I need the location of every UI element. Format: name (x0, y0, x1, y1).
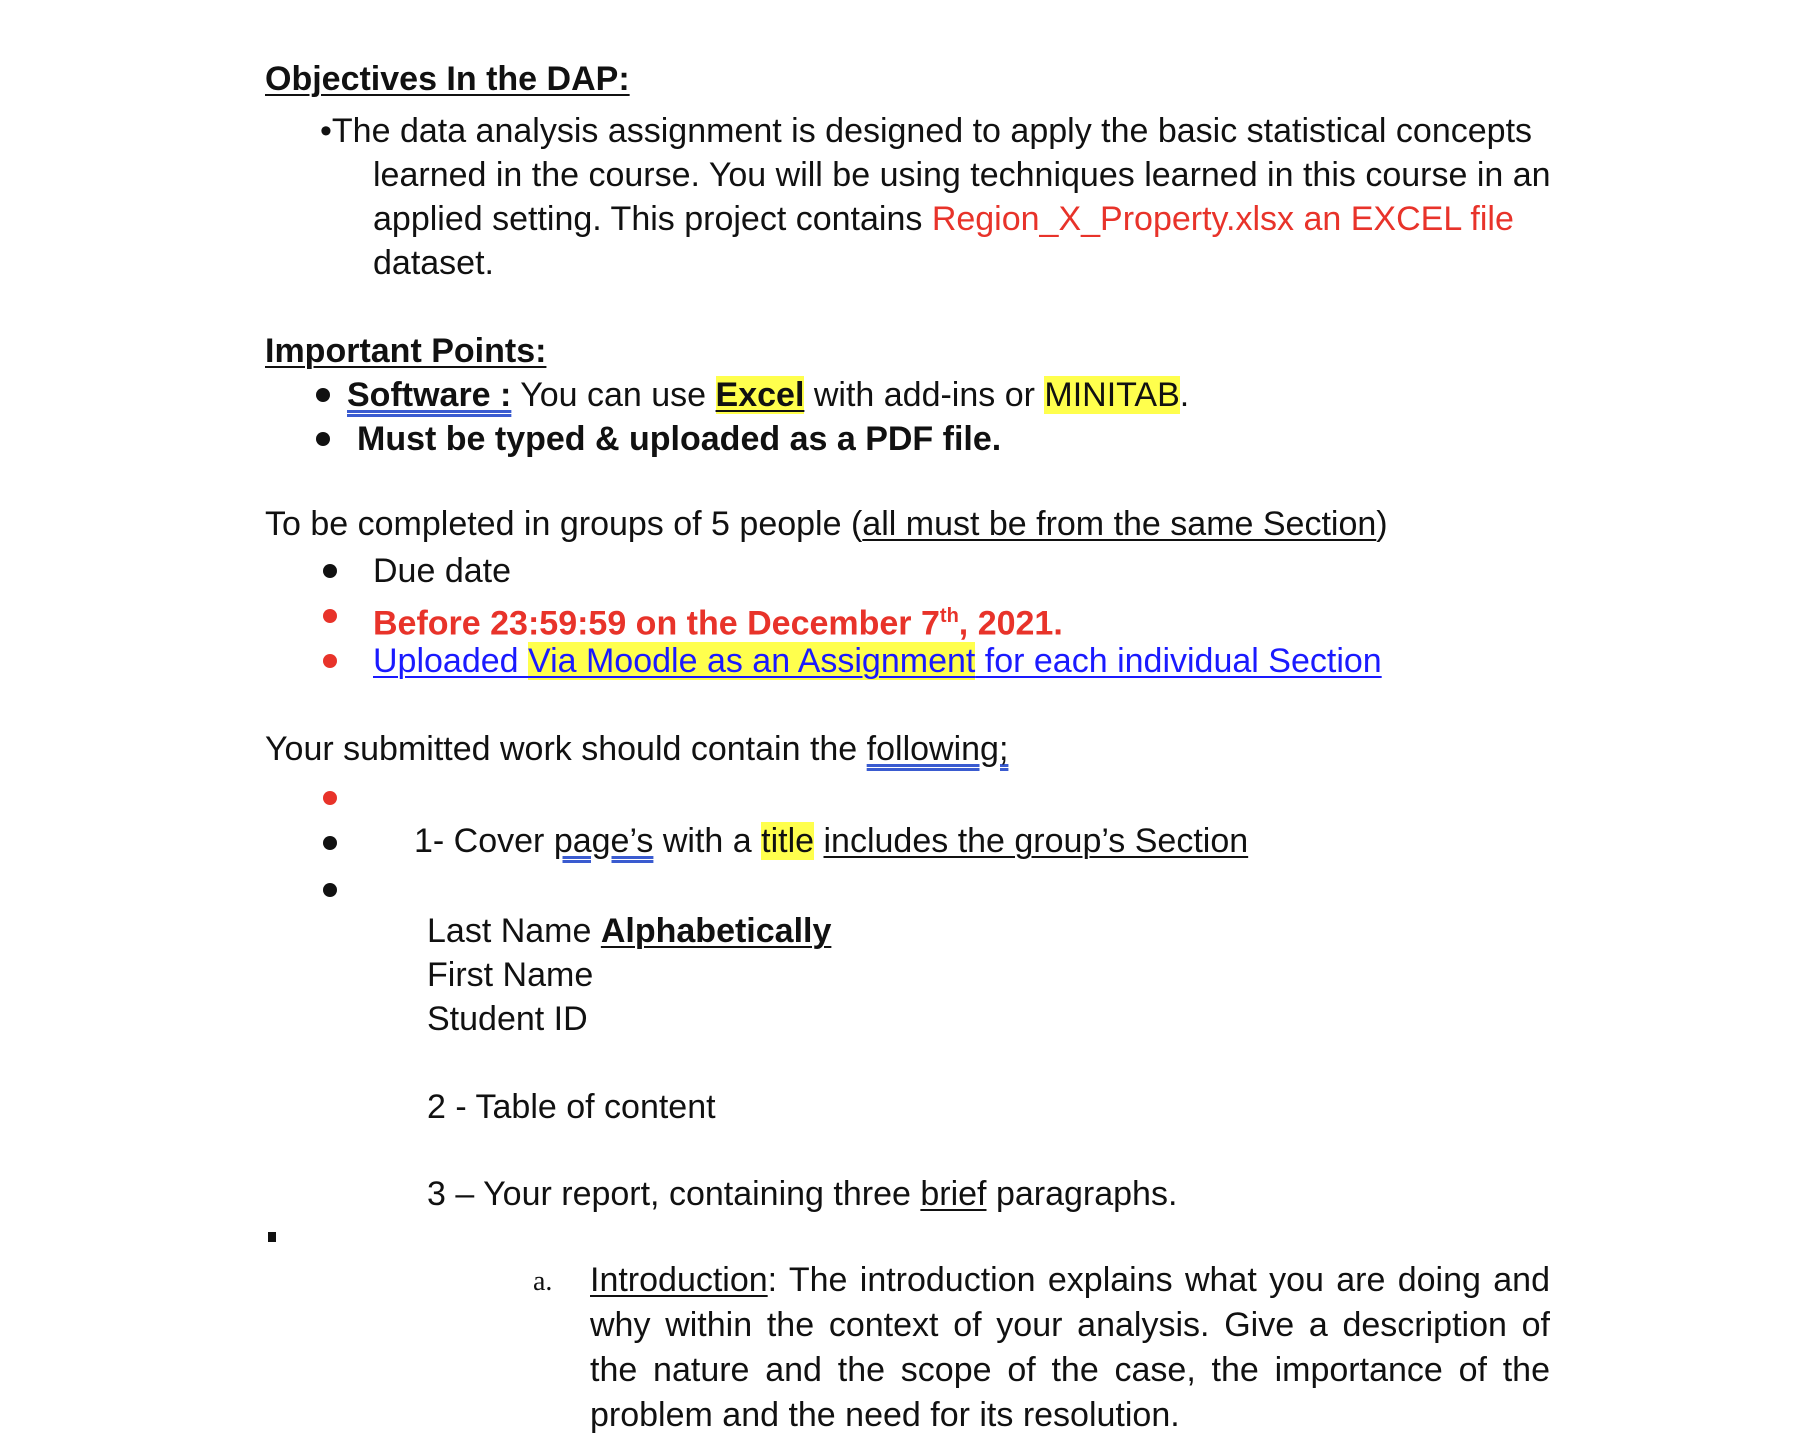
bullet-dot (323, 836, 337, 850)
introduction-label: Introduction (590, 1261, 768, 1299)
bullet-dot (316, 432, 330, 446)
objectives-paragraph-line3: applied setting. This project contains Region_X_Property.xlsx an EXCEL file (373, 200, 1514, 238)
bullet-dot-red (323, 791, 337, 805)
first-name-line: First Name (427, 956, 594, 994)
student-id-line: Student ID (427, 1000, 588, 1038)
title-highlight: title (761, 822, 815, 860)
introduction-paragraph: Introduction: The introduction explains what you are doing and why within the context of your analysis. Give a description of the nature and the scope of the case, the importance of the problem and the need for its resolution. (590, 1261, 1550, 1434)
bullet-dot (323, 564, 337, 578)
bullet-dot-red (323, 609, 337, 623)
square-bullet (268, 1232, 276, 1242)
objectives-paragraph-line2: learned in the course. You will be using techniques learned in this course in an (373, 156, 1551, 194)
minitab-highlight: MINITAB (1044, 376, 1180, 414)
following-word: following; (866, 730, 1009, 768)
last-name-line: Last Name Alphabetically (427, 912, 832, 950)
bullet-dot (316, 388, 330, 402)
table-of-content-line: 2 - Table of content (427, 1088, 716, 1126)
submission-intro: Your submitted work should contain the following; (265, 730, 1009, 768)
item-a-marker: a. (533, 1266, 553, 1297)
important-heading: Important Points: (265, 332, 547, 370)
same-section-note: all must be from the same Section (862, 505, 1377, 543)
moodle-highlight: Via Moodle as an Assignment (528, 642, 976, 680)
objectives-heading: Objectives In the DAP: (265, 60, 630, 98)
moodle-upload-link[interactable]: Uploaded Via Moodle as an Assignment for each individual Section (373, 642, 1382, 680)
deadline-text: Before 23:59:59 on the December 7th, 2021. (373, 604, 1063, 643)
objectives-paragraph-line1: •The data analysis assignment is designed to apply the basic statistical concepts (320, 112, 1533, 150)
software-label: Software : (347, 376, 512, 414)
bullet-dot (323, 883, 337, 897)
cover-page-line: 1- Cover page’s with a title includes the group’s Section (414, 822, 1249, 860)
excel-highlight: Excel (715, 376, 805, 414)
pdf-note: Must be typed & uploaded as a PDF file. (357, 420, 1002, 458)
report-line: 3 – Your report, containing three brief paragraphs. (427, 1175, 1178, 1213)
bullet-char: • (320, 112, 332, 150)
objectives-paragraph-line4: dataset. (373, 244, 494, 282)
dataset-file-name: Region_X_Property.xlsx an EXCEL file (931, 200, 1514, 238)
software-line: Software : You can use Excel with add-ins or MINITAB. (347, 376, 1190, 414)
bullet-dot-red (323, 654, 337, 668)
due-date-label: Due date (373, 552, 511, 590)
alphabetically-word: Alphabetically (600, 912, 832, 950)
groups-line: To be completed in groups of 5 people (all must be from the same Section) (265, 505, 1388, 543)
